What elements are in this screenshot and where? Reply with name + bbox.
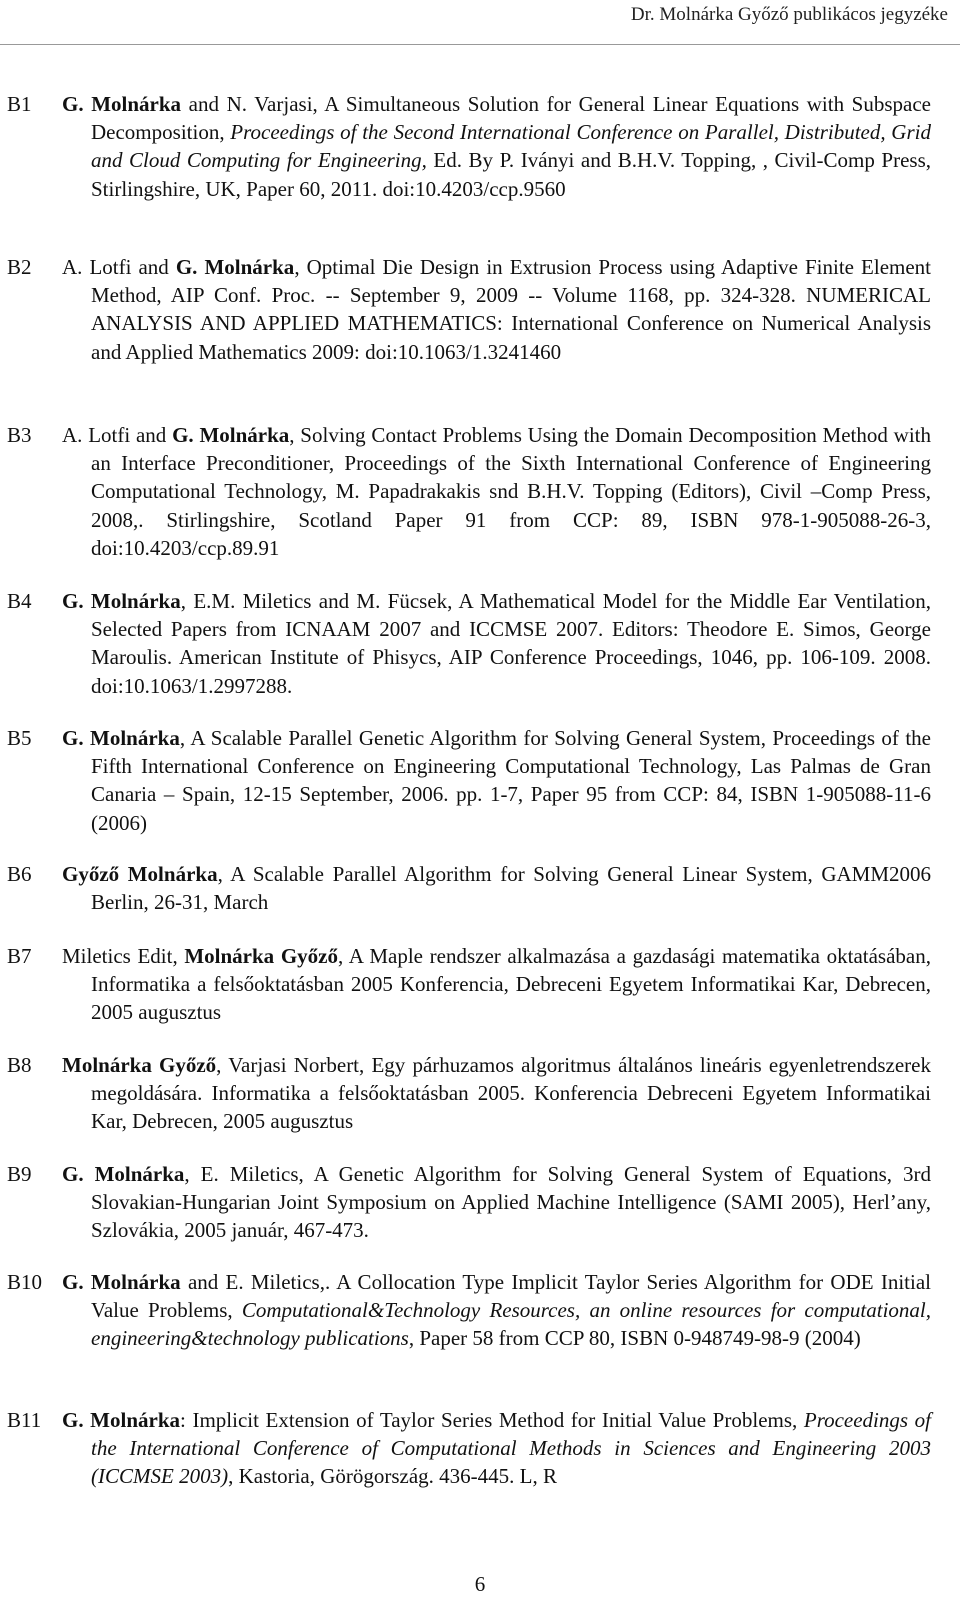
text-segment: A. Lotfi and [62, 423, 173, 447]
author-bold: G. Molnárka [62, 589, 181, 613]
entry-id: B1 [7, 92, 32, 116]
entry-text [62, 421, 931, 562]
text-segment: , Kastoria, Görögország. 436-445. L, R [228, 1464, 558, 1489]
venue-italic: Computational&Technology Resources, an online resources for computational, engineering&technology publications [91, 1298, 931, 1351]
entry-text [62, 942, 931, 1027]
page-number: 6 [474, 1572, 486, 1596]
entry-text [62, 253, 931, 366]
text-segment: : Implicit Extension of Taylor Series Method for Initial Value Problems, [180, 1408, 804, 1432]
entry-id: B7 [7, 944, 32, 968]
text-segment: , Solving Contact Problems Using the Domain Decomposition Method with an Interface Preconditioner, Proceedings of the Sixth International Conference of Engineering Computational Technology, M. Papadrakakis snd B.H.V. Topping (Editors), Civil –Comp Press, 2008,. Stirlingshire, Scotland Paper 91 from CCP: 89, ISBN 978-1-905088-26-3, doi:10.4203/ccp.89.91 [91, 423, 932, 560]
text-segment: , Varjasi Norbert, Egy párhuzamos algoritmus általános lineáris egyenletrendszerek megoldására. Informatika a felsőoktatásban 2005. Konferencia Debreceni Egyetem Informatikai Kar, Debrecen, 2005 augusztus [91, 1053, 931, 1134]
entry-id: B11 [7, 1408, 42, 1432]
entry-text [62, 587, 931, 700]
text-segment: , A Scalable Parallel Genetic Algorithm for Solving General System, Proceedings of the Fifth International Conference on Engineering Computational Technology, Las Palmas de Gran Canaria – Spain, 12-15 September, 2006. pp. 1-7, Paper 95 from CCP: 84, ISBN 1-905088-11-6 (2006) [91, 726, 931, 835]
text-segment: , E. Miletics, A Genetic Algorithm for Solving General System of Equations, 3rd Slovakian-Hungarian Joint Symposium on Applied Machine Intelligence (SAMI 2005), Herl’any, Szlovákia, 2005 január, 467-473. [91, 1162, 931, 1243]
text-segment: , Paper 58 from CCP 80, ISBN 0-948749-98-9 (2004) [408, 1326, 861, 1351]
author-bold: G. Molnárka [62, 1162, 185, 1186]
entry-text [62, 860, 931, 916]
entry-text [62, 1051, 931, 1136]
entry-id: B5 [7, 726, 32, 750]
text-segment: A. Lotfi and [62, 255, 176, 279]
entry-id: B2 [7, 255, 32, 279]
entry-id: B3 [7, 423, 32, 447]
text-segment: Miletics Edit, [62, 944, 185, 968]
text-segment: and N. Varjasi, A Simultaneous Solution for General Linear Equations with Subspace Decomposition, [91, 92, 931, 145]
text-segment: and E. Miletics,. A Collocation Type Implicit Taylor Series Algorithm for ODE Initial Value Problems, [91, 1270, 932, 1323]
entry-text [62, 1268, 931, 1353]
author-bold: G. Molnárka [175, 255, 295, 279]
entry-id: B6 [7, 862, 32, 886]
author-bold: G. Molnárka [62, 1270, 181, 1294]
venue-italic: Proceedings of the Second International Conference on Parallel, Distributed, Grid and Cloud Computing for Engineering, [91, 120, 931, 173]
author-bold: G. Molnárka [172, 423, 290, 447]
entry-text [62, 724, 931, 837]
author-bold: G. Molnárka [62, 726, 180, 750]
author-bold: Győző Molnárka [62, 862, 218, 886]
text-segment: , E.M. Miletics and M. Fücsek, A Mathematical Model for the Middle Ear Ventilation, Selected Papers from ICNAAM 2007 and ICCMSE 2007. Editors: Theodore E. Simos, George Maroulis. American Institute of Phisycs, AIP Conference Proceedings, 1046, pp. 106-109. 2008. doi:10.1063/1.2997288. [91, 589, 932, 698]
header-rule [0, 44, 960, 45]
entry-id: B8 [7, 1053, 32, 1077]
text-segment: , A Scalable Parallel Algorithm for Solving General Linear System, GAMM2006 Berlin, 26-31, March [91, 862, 931, 915]
entry-id: B10 [7, 1270, 43, 1294]
entry-id: B9 [7, 1162, 32, 1186]
entry-text [62, 1160, 931, 1245]
author-bold: Molnárka Győző [62, 1053, 217, 1077]
entry-text [62, 1406, 931, 1491]
entry-id: B4 [7, 589, 32, 613]
venue-italic: Proceedings of the International Conference of Computational Methods in Sciences and Engineering 2003 (ICCMSE 2003) [91, 1408, 931, 1489]
running-header: Dr. Molnárka Győző publikácos jegyzéke [630, 4, 948, 25]
text-segment: Ed. By P. Iványi and B.H.V. Topping, , Civil-Comp Press, Stirlingshire, UK, Paper 60, 2011. doi:10.4203/ccp.9560 [91, 148, 931, 201]
entry-text [62, 90, 931, 203]
author-bold: Molnárka Győző [184, 944, 338, 968]
text-segment: , Optimal Die Design in Extrusion Process using Adaptive Finite Element Method, AIP Conf. Proc. -- September 9, 2009 -- Volume 1168, pp. 324-328. NUMERICAL ANALYSIS AND APPLIED MATHEMATICS: International Conference on Numerical Analysis and Applied Mathematics 2009: doi:10.1063/1.3241460 [91, 255, 932, 364]
author-bold: G. Molnárka [62, 1408, 181, 1432]
author-bold: G. Molnárka [62, 92, 182, 116]
text-segment: , A Maple rendszer alkalmazása a gazdasági matematika oktatásában, Informatika a felsőoktatásban 2005 Konferencia, Debreceni Egyetem Informatikai Kar, Debrecen, 2005 augusztus [91, 944, 931, 1025]
